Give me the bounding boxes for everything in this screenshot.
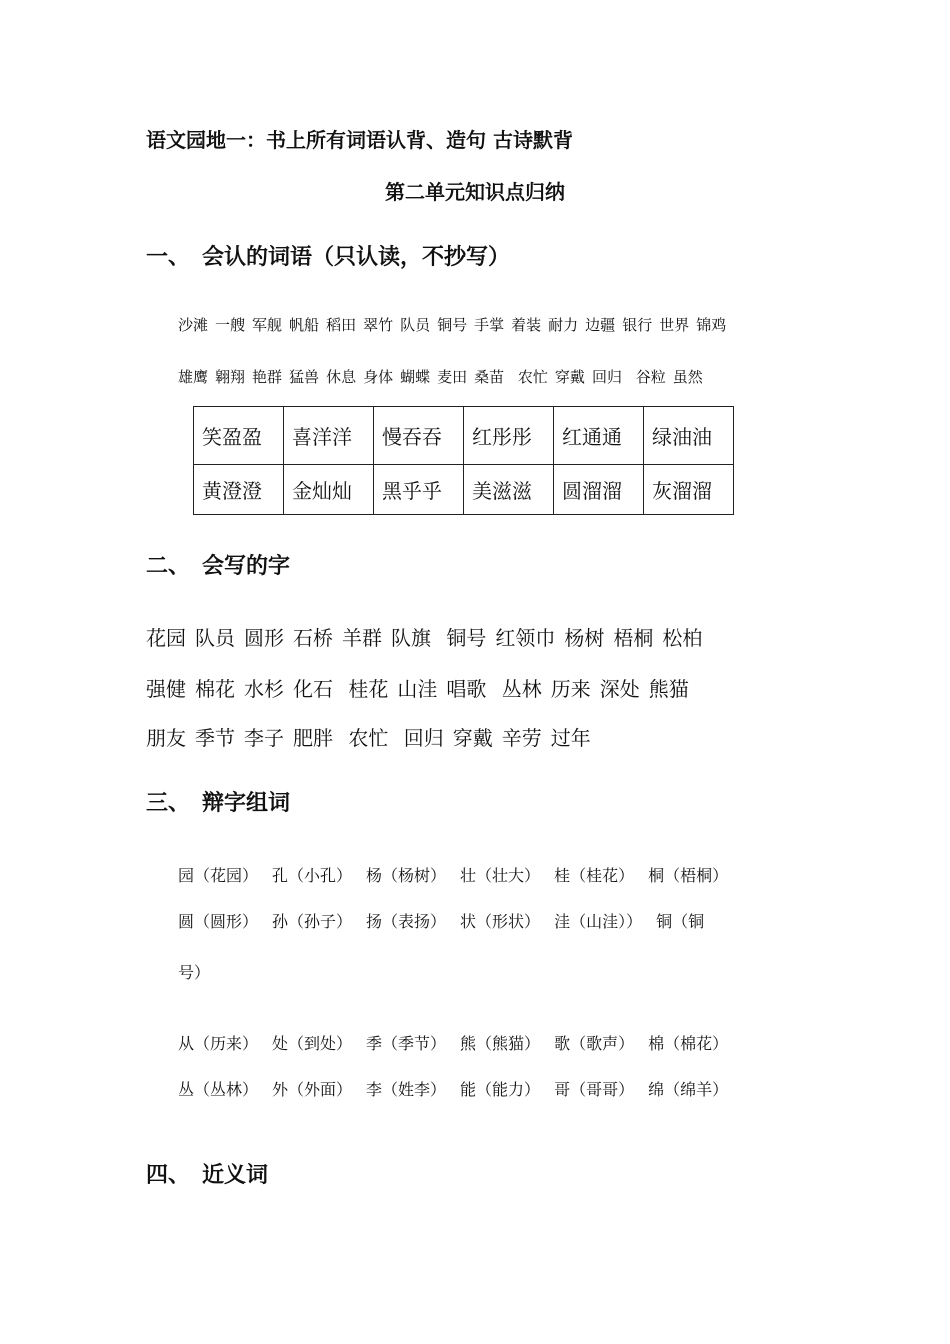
word-item: 艳群 xyxy=(252,368,283,386)
word-item: 孔（小孔） xyxy=(272,866,353,885)
table-cell: 慢吞吞 xyxy=(374,407,464,465)
word-item: 绵（绵羊） xyxy=(648,1080,729,1099)
word-item: 从（历来） xyxy=(178,1034,259,1053)
word-item: 山洼 xyxy=(397,677,438,701)
word-item: 军舰 xyxy=(252,316,283,334)
word-item: 园（花园） xyxy=(178,866,259,885)
word-item: 李子 xyxy=(244,726,284,750)
table-cell: 红通通 xyxy=(554,407,644,465)
word-item: 世界 xyxy=(659,316,690,334)
word-item: 雄鹰 xyxy=(178,368,209,386)
word-item: 壮（壮大） xyxy=(460,866,541,885)
word-item: 梧桐 xyxy=(613,626,654,650)
word-item: 蝴蝶 xyxy=(400,368,431,386)
word-item: 状（形状） xyxy=(460,912,541,931)
word-item: 圆（圆形） xyxy=(178,912,259,931)
word-item: 沙滩 xyxy=(178,316,209,334)
word-item: 铜（铜 xyxy=(656,912,705,931)
pairs-row-3 xyxy=(178,1031,742,1054)
write-words-row-3 xyxy=(146,722,600,751)
pairs-row-4 xyxy=(178,1077,742,1100)
word-item: 桐（梧桐） xyxy=(648,866,729,885)
table-row xyxy=(194,465,734,515)
word-item: 杨（杨树） xyxy=(366,866,447,885)
word-item: 杨树 xyxy=(564,626,605,650)
pairs-row-2-cont: 号） xyxy=(178,963,211,982)
section-number: 一、 xyxy=(146,245,191,270)
word-item: 铜号 xyxy=(440,626,487,650)
table-row xyxy=(194,407,734,465)
word-item: 队员 xyxy=(400,316,431,334)
table-cell: 金灿灿 xyxy=(284,465,374,515)
word-item: 棉（棉花） xyxy=(648,1034,729,1053)
word-item: 翠竹 xyxy=(363,316,394,334)
word-item: 石桥 xyxy=(293,626,333,650)
section-heading-2 xyxy=(146,549,290,580)
word-item: 回归 xyxy=(397,726,444,750)
word-item: 边疆 xyxy=(585,316,616,334)
word-item: 虽然 xyxy=(672,368,703,386)
word-item: 帆船 xyxy=(289,316,320,334)
word-item: 水杉 xyxy=(244,677,284,701)
word-item: 历来 xyxy=(550,677,591,701)
word-item: 羊群 xyxy=(342,626,382,650)
word-item: 处（到处） xyxy=(272,1034,353,1053)
write-words-row-1 xyxy=(146,622,711,651)
top-line: 语文园地一：书上所有词语认背、造句 古诗默背 xyxy=(146,128,573,152)
section-title: 辩字组词 xyxy=(202,791,291,816)
word-item: 能（能力） xyxy=(460,1080,541,1099)
word-item: 李（姓李） xyxy=(366,1080,447,1099)
word-item: 棉花 xyxy=(195,677,235,701)
word-item: 圆形 xyxy=(244,626,284,650)
word-item: 松柏 xyxy=(662,626,703,650)
word-item: 肥胖 xyxy=(293,726,333,750)
table-cell: 绿油油 xyxy=(644,407,734,465)
word-item: 哥（哥哥） xyxy=(554,1080,635,1099)
word-item: 辛劳 xyxy=(501,726,542,750)
table-cell: 灰溜溜 xyxy=(644,465,734,515)
recognize-words-row-2 xyxy=(178,366,710,387)
section-heading-3 xyxy=(146,786,290,817)
section-number: 三、 xyxy=(146,791,191,816)
word-item: 花园 xyxy=(146,626,186,650)
word-item: 着装 xyxy=(511,316,542,334)
recognize-words-row-1 xyxy=(178,314,733,335)
word-item: 熊猫 xyxy=(648,677,689,701)
word-item: 丛（丛林） xyxy=(178,1080,259,1099)
pairs-row-2 xyxy=(178,909,718,932)
word-item: 化石 xyxy=(293,677,333,701)
word-item: 熊（熊猫） xyxy=(460,1034,541,1053)
word-item: 桂花 xyxy=(342,677,389,701)
word-item: 手掌 xyxy=(474,316,505,334)
word-item: 孙（孙子） xyxy=(272,912,353,931)
word-item: 穿戴 xyxy=(554,368,585,386)
table-cell: 黄澄澄 xyxy=(194,465,284,515)
word-item: 一艘 xyxy=(215,316,246,334)
word-item: 铜号 xyxy=(437,316,468,334)
table-cell: 喜洋洋 xyxy=(284,407,374,465)
word-item: 外（外面） xyxy=(272,1080,353,1099)
section-title: 近义词 xyxy=(202,1163,269,1188)
word-item: 唱歌 xyxy=(446,677,487,701)
word-item: 桂（桂花） xyxy=(554,866,635,885)
word-item: 季（季节） xyxy=(366,1034,447,1053)
word-item: 季节 xyxy=(195,726,235,750)
section-heading-4 xyxy=(146,1158,268,1189)
word-item: 耐力 xyxy=(548,316,579,334)
word-item: 穿戴 xyxy=(452,726,493,750)
section-heading-1 xyxy=(146,240,510,271)
word-item: 麦田 xyxy=(437,368,468,386)
table-cell: 笑盈盈 xyxy=(194,407,284,465)
word-item: 翱翔 xyxy=(215,368,246,386)
word-item: 银行 xyxy=(622,316,653,334)
pairs-row-1 xyxy=(178,863,742,886)
word-item: 回归 xyxy=(591,368,622,386)
word-item: 桑苗 xyxy=(474,368,505,386)
word-item: 扬（表扬） xyxy=(366,912,447,931)
write-words-row-2 xyxy=(146,673,698,702)
table-cell: 黑乎乎 xyxy=(374,465,464,515)
word-item: 队旗 xyxy=(391,626,431,650)
unit-title: 第二单元知识点归纳 xyxy=(385,180,565,204)
section-number: 四、 xyxy=(146,1163,191,1188)
word-item: 农忙 xyxy=(511,368,548,386)
word-table xyxy=(193,406,734,515)
word-item: 歌（歌声） xyxy=(554,1034,635,1053)
table-cell: 美滋滋 xyxy=(464,465,554,515)
word-item: 锦鸡 xyxy=(696,316,727,334)
section-number: 二、 xyxy=(146,554,191,579)
word-item: 过年 xyxy=(550,726,591,750)
word-item: 强健 xyxy=(146,677,186,701)
word-item: 丛林 xyxy=(495,677,542,701)
word-item: 休息 xyxy=(326,368,357,386)
word-item: 身体 xyxy=(363,368,394,386)
table-cell: 圆溜溜 xyxy=(554,465,644,515)
word-item: 朋友 xyxy=(146,726,186,750)
word-item: 猛兽 xyxy=(289,368,320,386)
word-item: 稻田 xyxy=(326,316,357,334)
section-title: 会认的词语（只认读，不抄写） xyxy=(202,245,511,270)
section-title: 会写的字 xyxy=(202,554,291,579)
word-item: 洼（山洼）） xyxy=(554,912,643,931)
word-item: 谷粒 xyxy=(628,368,666,386)
word-item: 深处 xyxy=(599,677,640,701)
word-item: 队员 xyxy=(195,626,235,650)
table-cell: 红彤彤 xyxy=(464,407,554,465)
word-item: 农忙 xyxy=(342,726,389,750)
word-item: 红领巾 xyxy=(495,626,556,650)
